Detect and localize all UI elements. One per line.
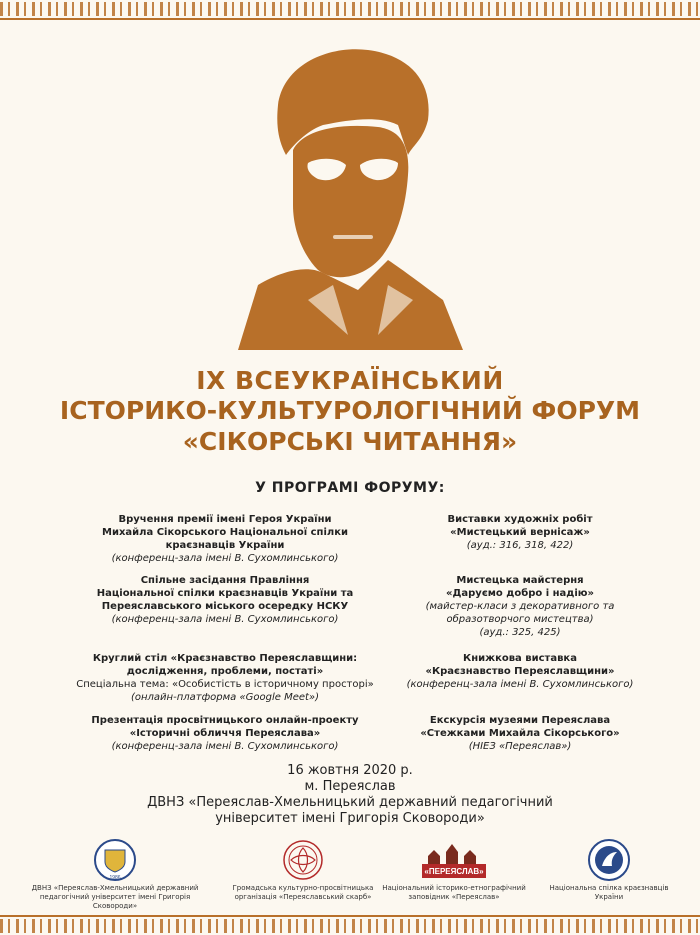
ornamental-emblem-icon [281,838,325,882]
item-title-line: Михайла Сікорського Національної спілки [102,527,348,538]
portrait-illustration [238,45,463,350]
item-title-line: Екскурсія музеями Переяслава [429,715,611,726]
university-logo-caption [30,884,200,911]
caption-line: Національний історико-етнографічний [382,884,526,892]
item-title-line: Переяславського міського осередку НСКУ [101,601,349,612]
forum-type-title: ІСТОРИКО-КУЛЬТУРОЛОГІЧНИЙ ФОРУМ [59,396,641,425]
item-title-line: Національної спілки краєзнавців України та [96,588,354,599]
caption-line: заповідник «Переяслав» [408,893,500,901]
item-location: (НІЕЗ «Переяслав») [468,741,572,752]
event-venue-line1: ДВНЗ «Переяслав-Хмельницький державний педагогічний [147,795,553,810]
item-title-line: дослідження, проблеми, постаті» [126,666,324,677]
top-border-line [0,18,700,20]
event-date: 16 жовтня 2020 р. [287,763,413,778]
caption-line: ДВНЗ «Переяслав-Хмельницький державний [31,884,199,892]
caption-line: організація «Переяславський скарб» [234,893,372,901]
reserve-logo-caption [369,884,539,902]
item-title-line: Книжкова виставка [463,653,577,664]
pereiaslav-reserve-logo [418,838,490,882]
caption-line: України [594,893,624,901]
event-venue-line2: університет імені Григорія Сковороди» [215,811,485,826]
reserve-brand-text: «ПЕРЕЯСЛАВ» [424,867,484,876]
university-crest-icon [93,838,137,882]
item-location: (ауд.: 325, 425) [479,627,561,638]
item-title-line: Презентація просвітницького онлайн-проекту [91,715,359,726]
program-item-board-meeting [60,574,390,626]
forum-name-title: «СІКОРСЬКІ ЧИТАННЯ» [182,427,518,456]
program-item-round-table [60,652,390,704]
forum-edition-title: IX ВСЕУКРАЇНСЬКИЙ [196,366,504,395]
event-city: м. Переяслав [304,779,396,794]
program-item-presentation [60,714,390,753]
bottom-border-line [0,915,700,917]
item-title-line: Вручення премії імені Героя України [118,514,332,525]
item-title-line: Круглий стіл «Краєзнавство Переяславщини: [92,653,358,664]
item-location: (онлайн-платформа «Google Meet») [130,692,319,703]
item-title-line: Виставки художніх робіт [447,514,593,525]
caption-line: педагогічний університет імені Григорія Сковороди» [39,893,191,910]
program-item-art-workshop [400,574,640,639]
program-item-museum-tour [400,714,640,753]
item-title-line: «Стежками Михайла Сікорського» [420,728,620,739]
item-location: (конференц-зала імені В. Сухомлинського) [111,741,339,752]
item-special-topic: Спеціальна тема: «Особистість в історичному просторі» [76,679,374,690]
item-title-line: Мистецька майстерня [456,575,584,586]
item-title-line: «Даруємо добро і надію» [446,588,594,599]
item-location: (конференц-зала імені В. Сухомлинського) [111,553,339,564]
item-title-line: краєзнавців України [165,540,285,551]
local-history-union-icon [587,838,631,882]
item-location: (конференц-зала імені В. Сухомлинського) [406,679,634,690]
item-location: (ауд.: 316, 318, 422) [466,540,574,551]
top-ornament-border [0,2,700,16]
item-location: (конференц-зала імені В. Сухомлинського) [111,614,339,625]
ornamental-logo-caption [218,884,388,902]
item-location: образотворчого мистецтва) [446,614,594,625]
program-item-art-exhibition [400,513,640,552]
item-title-line: «Краєзнавство Переяславщини» [425,666,615,677]
caption-line: Національна спілка краєзнавців [549,884,669,892]
item-location: (майстер-класи з декоративного та [425,601,615,612]
item-title-line: «Історичні обличчя Переяслава» [129,728,321,739]
program-item-book-exhibition [400,652,640,691]
program-heading: У ПРОГРАМІ ФОРУМУ: [255,480,445,496]
crest-year: 1986 [109,875,121,881]
union-logo-caption [524,884,694,902]
item-title-line: «Мистецький вернісаж» [450,527,590,538]
item-title-line: Спільне засідання Правління [140,575,310,586]
bottom-ornament-border [0,919,700,933]
caption-line: Громадська культурно-просвітницька [232,884,374,892]
program-item-award [60,513,390,565]
